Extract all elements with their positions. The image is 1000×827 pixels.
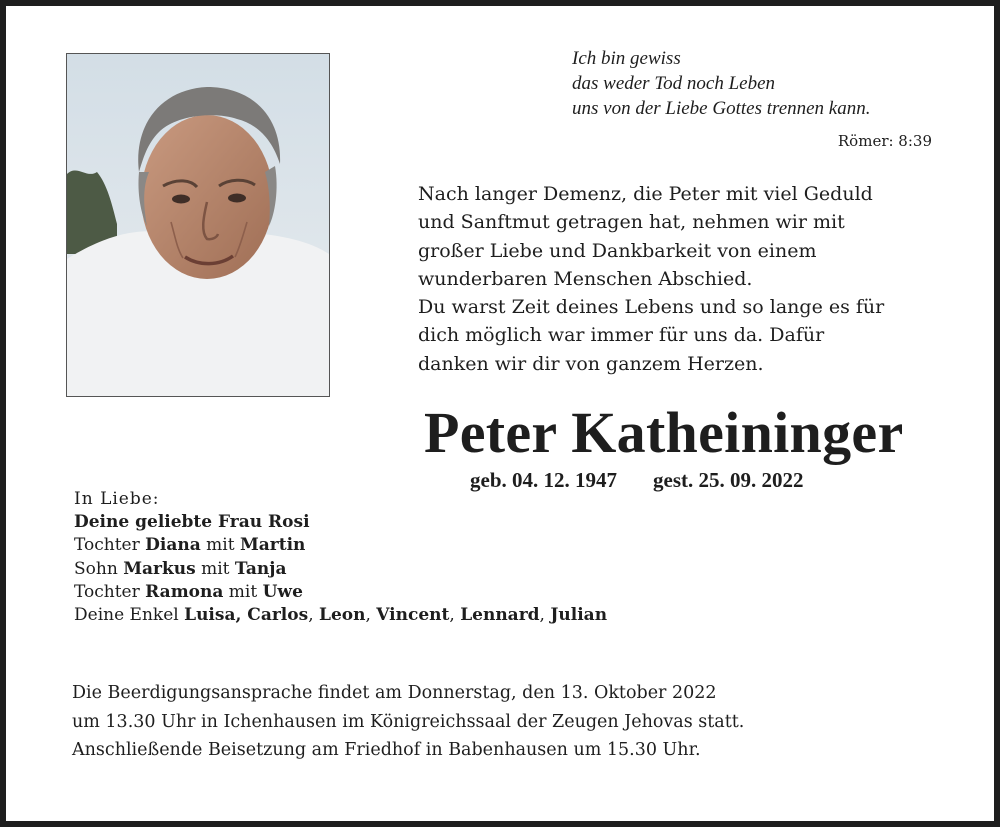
conjunction: mit — [200, 535, 240, 556]
verse-reference: Römer: 8:39 — [837, 132, 932, 150]
mourners-intro: In Liebe: — [74, 489, 160, 509]
mourner-name: Deine geliebte Frau Rosi — [74, 512, 310, 533]
verse-line: das weder Tod noch Leben — [572, 73, 776, 94]
mourner-line — [74, 511, 607, 534]
funeral-details — [72, 679, 972, 765]
mourner-line — [74, 534, 607, 557]
mourner-line — [74, 581, 607, 604]
separator: , — [449, 605, 461, 626]
death-date: gest. 25. 09. 2022 — [653, 468, 804, 492]
mourner-line — [74, 558, 607, 581]
separator: , — [308, 605, 319, 626]
portrait-illustration — [67, 54, 329, 396]
relation: Tochter — [74, 535, 146, 556]
message-line: wunderbaren Menschen Abschied. — [418, 267, 753, 290]
funeral-line: um 13.30 Uhr in Ichenhausen im Königreichssaal der Zeugen Jehovas statt. — [72, 711, 745, 732]
separator: , — [365, 605, 377, 626]
mourners-list — [74, 488, 607, 627]
verse-line: uns von der Liebe Gottes trennen kann. — [572, 98, 871, 119]
funeral-line: Anschließende Beisetzung am Friedhof in Babenhausen um 15.30 Uhr. — [72, 740, 701, 760]
farewell-message — [418, 180, 948, 378]
mourner-name: Martin — [239, 535, 306, 556]
relation: Sohn — [74, 558, 124, 579]
conjunction: mit — [195, 558, 235, 579]
birth-date: geb. 04. 12. 1947 — [470, 468, 617, 492]
message-line: Du warst Zeit deines Lebens und so lange es für — [418, 296, 885, 319]
mourner-name: Uwe — [262, 581, 303, 602]
mourner-name: Markus — [123, 558, 196, 579]
mourner-name: Ramona — [145, 581, 224, 602]
message-line: großer Liebe und Dankbarkeit von einem — [418, 239, 817, 262]
verse-line: Ich bin gewiss — [572, 48, 681, 69]
message-line: Nach langer Demenz, die Peter mit viel Geduld — [418, 183, 873, 205]
mourner-line — [74, 604, 607, 627]
message-line: dich möglich war immer für uns da. Dafür — [418, 324, 825, 347]
mourner-name: Diana — [145, 535, 201, 556]
grandchild-name: Julian — [550, 605, 608, 626]
portrait-photo — [66, 53, 330, 397]
grandchild-name: Leon — [319, 605, 366, 626]
grandchild-name: Luisa, Carlos — [184, 605, 309, 626]
separator: , — [539, 605, 551, 626]
deceased-name: Peter Katheininger — [424, 400, 904, 465]
funeral-line: Die Beerdigungsansprache findet am Donnerstag, den 13. Oktober 2022 — [72, 683, 717, 703]
conjunction: mit — [223, 581, 263, 602]
message-line: und Sanftmut getragen hat, nehmen wir mit — [418, 211, 845, 234]
grandchild-name: Lennard — [460, 605, 540, 626]
relation: Tochter — [74, 581, 146, 602]
grandchild-name: Vincent — [376, 605, 450, 626]
relation: Deine Enkel — [74, 605, 185, 626]
message-line: danken wir dir von ganzem Herzen. — [418, 352, 764, 375]
mourner-name: Tanja — [234, 558, 287, 579]
bible-verse — [572, 46, 992, 121]
